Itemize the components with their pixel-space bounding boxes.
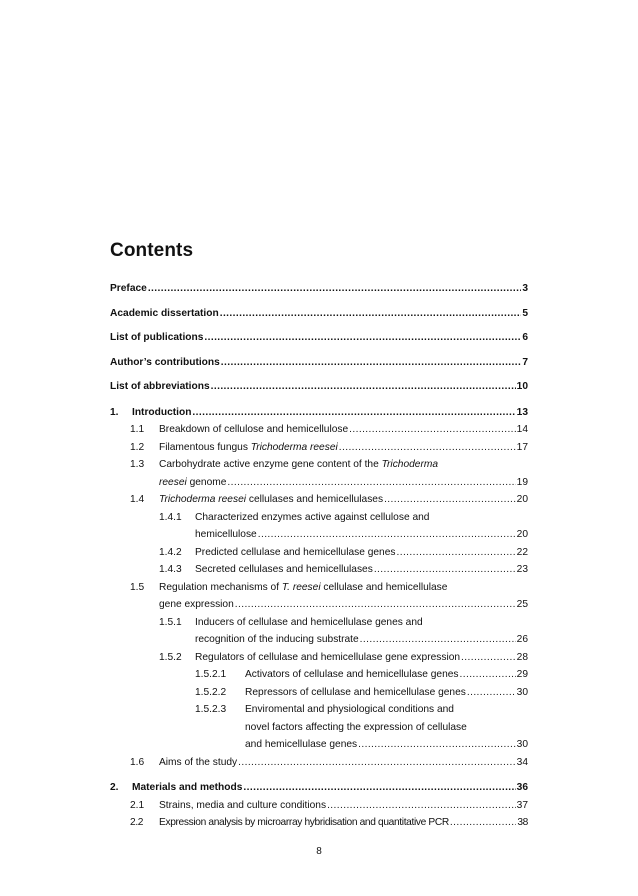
- toc-section-1-5-2-3-continued[interactable]: [110, 719, 528, 737]
- toc-section-1-5-2-1[interactable]: [110, 666, 528, 684]
- toc-entry-title: Introduction: [132, 406, 192, 418]
- title-text: Filamentous fungus: [159, 441, 251, 453]
- toc-entry-list-of-abbreviations[interactable]: [110, 378, 528, 396]
- toc-page-number: 20: [516, 529, 528, 540]
- toc-entry-title: recognition of the inducing substrate: [195, 634, 359, 645]
- toc-entry-title: gene expression: [159, 599, 234, 610]
- title-text: Enviromental and physiological conditions and: [245, 704, 454, 715]
- toc-page-number: 22: [516, 546, 528, 558]
- leader-dots: [227, 474, 515, 492]
- toc-section-1-4-1-continued[interactable]: [110, 526, 528, 544]
- title-text: cellulases and hemicellulases: [246, 494, 384, 505]
- leader-dots: [192, 404, 515, 422]
- toc-section-number: 1.5.2.3: [195, 704, 227, 715]
- toc-section-1-5-2-2[interactable]: [110, 684, 528, 702]
- toc-section-number: 1.4.1: [159, 511, 182, 523]
- leader-dots: [221, 354, 522, 372]
- leader-dots: [204, 329, 521, 347]
- leader-dots: [396, 544, 515, 562]
- toc-page-number: 17: [516, 441, 528, 453]
- toc-section-number: 1.5.1: [159, 616, 182, 628]
- toc-section-1-4-3[interactable]: [110, 561, 528, 579]
- toc-section-number: 1.2: [130, 441, 145, 453]
- toc-section-number: 1.5.2.2: [195, 686, 227, 698]
- toc-entry-title: Strains, media and culture conditions: [159, 799, 327, 811]
- toc-page-number: 5: [522, 307, 528, 319]
- toc-section-2-1[interactable]: [110, 797, 528, 815]
- species-name: Trichoderma reesei: [250, 441, 338, 453]
- toc-section-1-5-1-continued[interactable]: [110, 631, 528, 649]
- toc-entry-title: Regulators of cellulase and hemicellulase gene expression: [195, 651, 461, 663]
- toc-section-1-3-continued[interactable]: [110, 474, 528, 492]
- toc-page-number: 29: [516, 669, 528, 680]
- toc-entry-title: [159, 439, 338, 457]
- toc-section-1-5-2-3-continued-2[interactable]: [110, 736, 528, 754]
- leader-dots: [384, 491, 516, 509]
- leader-dots: [360, 631, 516, 649]
- toc-section-1-introduction[interactable]: [110, 404, 528, 422]
- toc-section-1-5-1[interactable]: [110, 614, 528, 632]
- toc-page-number: 38: [517, 817, 528, 828]
- toc-entry-title: Repressors of cellulase and hemicellulase genes: [245, 686, 466, 698]
- leader-dots: [148, 280, 522, 298]
- toc-page-number: 25: [516, 599, 528, 610]
- toc-entry-authors-contributions[interactable]: [110, 354, 528, 372]
- title-text: Characterized enzymes active against cellulose and: [195, 511, 430, 523]
- toc-page-number: 7: [522, 356, 528, 368]
- toc-section-1-5-continued[interactable]: [110, 596, 528, 614]
- toc-entry-title: hemicellulose: [195, 529, 257, 540]
- toc-section-number: 1.5: [130, 581, 145, 593]
- toc-page-number: 30: [516, 739, 528, 750]
- toc-entry-title: and hemicellulase genes: [245, 739, 358, 750]
- toc-page-number: 14: [516, 424, 528, 435]
- leader-dots: [211, 378, 516, 396]
- toc-section-number: 1.: [110, 406, 119, 418]
- toc-section-1-5-2-3[interactable]: [110, 701, 528, 719]
- toc-section-number: 2.: [110, 782, 119, 793]
- toc-entry-title: List of abbreviations: [110, 381, 210, 392]
- leader-dots: [238, 754, 516, 772]
- toc-section-number: 1.4.2: [159, 546, 182, 558]
- toc-page-number: 10: [516, 381, 528, 392]
- toc-section-number: 1.5.2: [159, 651, 182, 663]
- toc-entry-title: [159, 474, 226, 492]
- toc-page-number: 6: [522, 332, 528, 343]
- toc-entry-academic-dissertation[interactable]: [110, 305, 528, 323]
- toc-entry-title: Secreted cellulases and hemicellulases: [195, 564, 373, 575]
- toc-entry-title: Materials and methods: [132, 782, 243, 793]
- toc-entry-title: Author’s contributions: [110, 356, 220, 368]
- leader-dots: [349, 421, 516, 439]
- title-text: cellulase and hemicellulase: [320, 581, 448, 593]
- leader-dots: [460, 666, 516, 684]
- leader-dots: [358, 736, 516, 754]
- toc-section-number: 1.5.2.1: [195, 669, 227, 680]
- toc-section-number: 2.1: [130, 799, 145, 811]
- species-name: T. reesei: [281, 581, 321, 593]
- toc-section-1-4[interactable]: [110, 491, 528, 509]
- toc-page-number: 19: [516, 476, 528, 488]
- species-name: Trichoderma: [381, 459, 439, 470]
- toc-section-1-2[interactable]: [110, 439, 528, 457]
- toc-section-1-3[interactable]: [110, 456, 528, 474]
- leader-dots: [339, 439, 516, 457]
- toc-page-number: 30: [516, 686, 528, 698]
- toc-page-number: 36: [516, 782, 528, 793]
- toc-section-1-5-2[interactable]: [110, 649, 528, 667]
- leader-dots: [258, 526, 516, 544]
- toc-section-number: 1.4: [130, 494, 145, 505]
- toc-page-number: 3: [522, 283, 528, 294]
- title-text: Regulation mechanisms of: [159, 581, 282, 593]
- title-text: Carbohydrate active enzyme gene content of the: [159, 459, 382, 470]
- toc-section-number: 1.1: [130, 424, 145, 435]
- toc-page-number: 34: [516, 756, 528, 768]
- leader-dots: [220, 305, 522, 323]
- species-name: Trichoderma reesei: [159, 494, 247, 505]
- leader-dots: [461, 649, 516, 667]
- leader-dots: [467, 684, 516, 702]
- toc-entry-title: Academic dissertation: [110, 307, 219, 319]
- toc-section-1-6[interactable]: [110, 754, 528, 772]
- toc-section-1-1[interactable]: [110, 421, 528, 439]
- toc-section-number: 2.2: [130, 817, 144, 828]
- species-name: reesei: [159, 476, 187, 488]
- toc-section-1-5[interactable]: [110, 579, 528, 597]
- toc-entry-title: Aims of the study: [159, 756, 238, 768]
- leader-dots: [235, 596, 516, 614]
- toc-section-2-2[interactable]: [110, 814, 528, 832]
- title-text: genome: [186, 476, 227, 488]
- leader-dots: [374, 561, 516, 579]
- toc-section-1-4-2[interactable]: [110, 544, 528, 562]
- table-of-contents: [110, 280, 528, 832]
- toc-page-number: 20: [516, 494, 528, 505]
- toc-entry-list-of-publications[interactable]: [110, 329, 528, 347]
- toc-entry-preface[interactable]: [110, 280, 528, 298]
- toc-page-number: 37: [516, 799, 528, 811]
- leader-dots: [327, 797, 516, 815]
- page-number: 8: [316, 846, 322, 857]
- toc-page-number: 23: [516, 564, 528, 575]
- toc-page-number: 13: [516, 406, 528, 418]
- title-text: novel factors affecting the expression of cellulase: [245, 721, 467, 733]
- toc-entry-title: Activators of cellulase and hemicellulase genes: [245, 669, 459, 680]
- toc-section-number: 1.4.3: [159, 564, 182, 575]
- toc-section-number: 1.3: [130, 459, 145, 470]
- title-text: Inducers of cellulase and hemicellulase genes and: [195, 616, 423, 628]
- toc-section-number: 1.6: [130, 756, 145, 768]
- leader-dots: [243, 779, 515, 797]
- toc-section-1-4-1[interactable]: [110, 509, 528, 527]
- toc-page-number: 28: [516, 651, 528, 663]
- toc-entry-title: Breakdown of cellulose and hemicellulose: [159, 424, 349, 435]
- toc-entry-title: [159, 491, 383, 509]
- toc-entry-title: Expression analysis by microarray hybridisation and quantitative PCR: [159, 817, 449, 828]
- toc-entry-title: List of publications: [110, 332, 204, 343]
- leader-dots: [450, 814, 516, 832]
- toc-entry-title: Preface: [110, 283, 147, 294]
- toc-entry-title: Predicted cellulase and hemicellulase genes: [195, 546, 396, 558]
- toc-section-2-materials-and-methods[interactable]: [110, 779, 528, 797]
- page-title: Contents: [110, 240, 194, 261]
- toc-page-number: 26: [516, 634, 528, 645]
